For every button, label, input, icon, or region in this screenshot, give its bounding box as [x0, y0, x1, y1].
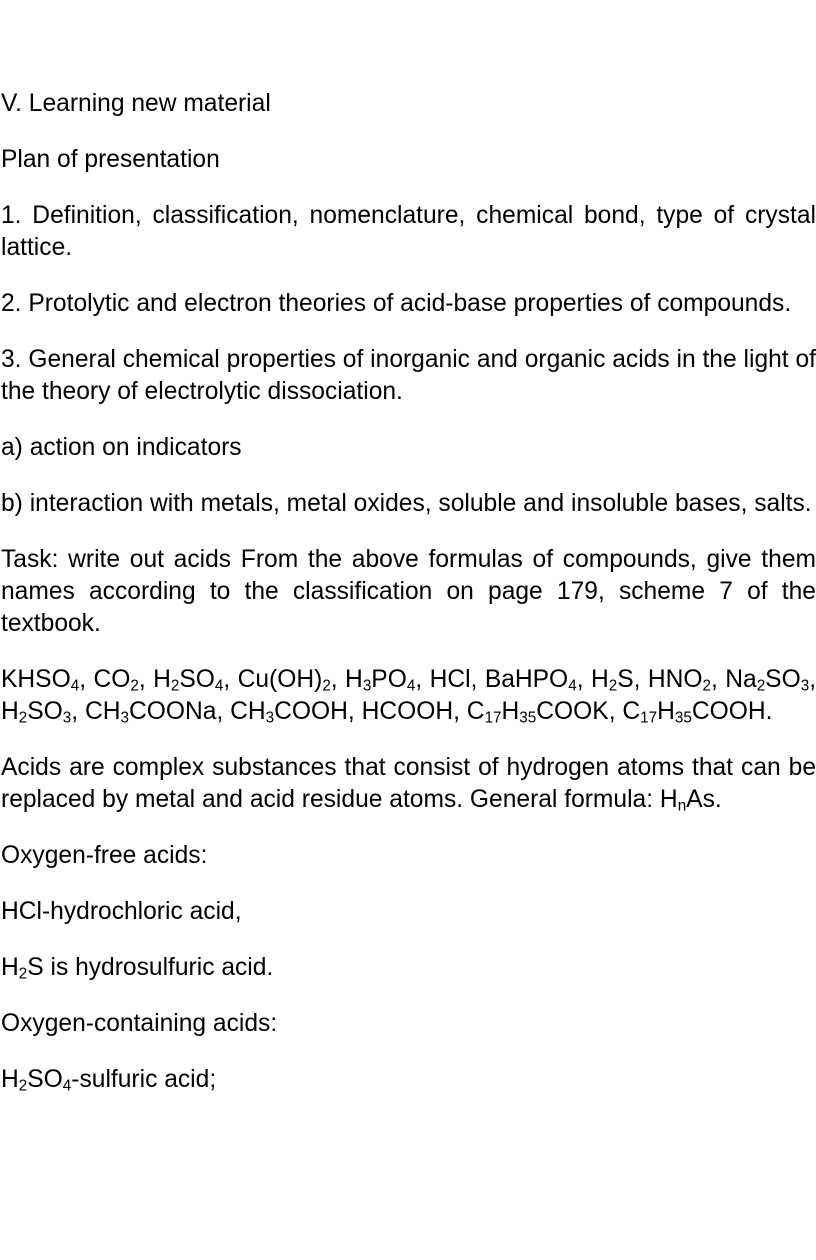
h2so4-line: $H_2SO_4$-sulfuric acid;: [1, 1066, 217, 1095]
oxygen-free-heading: Oxygen-free acids:: [1, 842, 208, 869]
formula: $H_2SO_3$,: [1, 698, 85, 727]
formula: HCOOH,: [361, 698, 467, 725]
general-formula: $H_nAs$.: [659, 786, 722, 815]
plan-item-2: 2. Protolytic and electron theories of acid-base properties of compounds.: [1, 290, 792, 317]
oxygen-containing-heading: Oxygen-containing acids:: [1, 1010, 278, 1037]
formula: BaHPO$_4$,: [484, 666, 591, 695]
formula-list: [1, 664, 816, 728]
formula: $H_3PO_4$,: [345, 666, 430, 695]
plan-item-3: 3. General chemical properties of inorganic and organic acids in the light of the theory of electrolytic dissociation.: [1, 346, 816, 405]
definition-paragraph: Acids are complex substances that consist of hydrogen atoms that can be replaced by metal and acid residue atoms. General formula: $H_nAs$.: [1, 754, 816, 815]
formula: $H_2S$,: [590, 666, 648, 695]
formula: $C_{17}H_{35}COOK$,: [466, 698, 623, 727]
formula: $CH_3COOH$,: [230, 698, 362, 727]
section-heading: V. Learning new material: [1, 90, 271, 117]
formula: $H_2SO_4$,: [153, 666, 238, 695]
plan-subitem-b: b) interaction with metals, metal oxides, soluble and insoluble bases, salts.: [1, 490, 812, 517]
formula: $HNO_2$,: [647, 666, 726, 695]
formula: $CH_3COONa$,: [84, 698, 231, 727]
formula: $Na_2SO_3$,: [725, 666, 816, 695]
formula: $C_{17}H_{35}COOH$.: [622, 698, 773, 727]
plan-item-1: 1. Definition, classification, nomenclature, chemical bond, type of crystal lattice.: [1, 202, 816, 261]
document-content: [1, 88, 816, 1120]
formula: $KHSO_4$,: [1, 666, 94, 695]
plan-heading: Plan of presentation: [1, 146, 220, 173]
task-paragraph: Task: write out acids From the above formulas of compounds, give them names according to the classification on page 179, scheme 7 of the textbook.: [1, 546, 816, 637]
formula: $Cu(OH)_2$,: [237, 666, 346, 695]
hcl-line: HCl-hydrochloric acid,: [1, 898, 242, 925]
h2s-line: $H_2S$ is hydrosulfuric acid.: [1, 954, 274, 983]
formula: HCl,: [429, 666, 485, 693]
formula: $CO_2$,: [93, 666, 154, 695]
plan-subitem-a: a) action on indicators: [1, 434, 242, 461]
